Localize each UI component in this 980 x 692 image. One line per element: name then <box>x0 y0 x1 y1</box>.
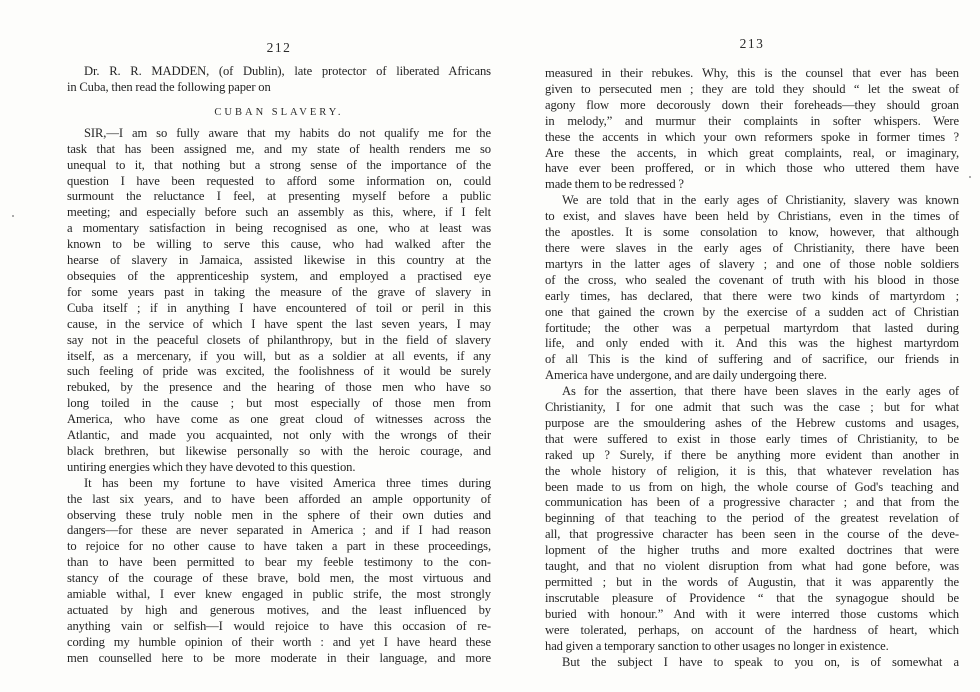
text-line: observing these truly noble men in the sphere of their own duties and <box>67 507 491 522</box>
text-line: long toiled in the cause ; but most especially of those men from <box>67 396 491 411</box>
text-line: unequal to it, that nothing but a strong sense of the importance of the <box>67 157 491 172</box>
text-line: measured in their rebukes. Why, this is the counsel that ever has been <box>545 66 959 80</box>
text-line: the whole history of religion, it is this, that whatever revelation has <box>545 463 959 478</box>
text-line: have ever been proffered, or in which those who uttered them have <box>545 161 959 176</box>
text-line: there were slaves in the early ages of Christianity, there have been <box>545 240 959 255</box>
paragraph <box>545 193 959 384</box>
paragraph <box>67 126 491 476</box>
text-line: all, that progressive character has been seen in the course of the deve- <box>545 527 959 542</box>
text-line: fortitude; the other was a perpetual martyrdom that lasted during <box>545 320 959 335</box>
text-line: surmount the reluctance I feel, at presenting myself before a public <box>67 189 491 204</box>
text-line: black brethren, but likewise personally so with the heroic courage, and <box>67 443 491 458</box>
text-line: made them to be redressed ? <box>545 177 684 192</box>
text-line: buried with honour.” And with it were interred those customs which <box>545 606 959 621</box>
text-line: communication has been of a progressive character ; and that from the <box>545 495 959 510</box>
text-line: life, and only ended with it. And this was the highest martyrdom <box>545 336 959 351</box>
page-number-left: 212 <box>266 40 292 55</box>
text-line: known to be willing to serve this cause, who had walked after the <box>67 237 491 252</box>
text-line: inscrutable pleasure of Providence “ that the synagogue should be <box>545 590 959 605</box>
text-line: amiable withal, I ever knew engaged in public strife, the most strongly <box>67 587 491 602</box>
text-line: As for the assertion, that there have been slaves in the early ages of <box>562 384 959 399</box>
text-line: given to persecuted men ; they are told they should “ let the sweat of <box>545 81 959 96</box>
text-line: were tolerated, perhaps, on account of the hardness of heart, which <box>545 622 959 637</box>
text-line: a momentary satisfaction in being recognised as one, who at least was <box>67 221 491 236</box>
text-line: dangers—for these are never separated in America ; and if I had reason <box>67 523 491 538</box>
text-line: actuated by high and generous motives, and the least influenced by <box>67 603 491 617</box>
text-line: had given a temporary sanction to other usages no longer in existence. <box>545 638 889 653</box>
text-line: to exist, and slaves have been held by Christians, even in the times of <box>545 209 959 224</box>
text-line: task that has been assigned me, and my state of health renders me so <box>67 141 491 156</box>
text-line: question I have been requested to afford some information on, could <box>67 173 491 188</box>
text-line: It has been my fortune to have visited America three times during <box>84 475 491 490</box>
section-heading: CUBAN SLAVERY. <box>214 106 344 118</box>
paragraph <box>545 66 959 193</box>
text-line: untiring energies which they have devoted to this question. <box>67 459 356 474</box>
text-line: Are these the accents, in which great complaints, real, or imaginary, <box>545 145 959 160</box>
text-line: permitted ; but in the words of Augustin, that it was apparently the <box>545 575 959 589</box>
text-line: that were suffered to exist in those early times of Christianity, to be <box>545 431 959 446</box>
paragraph <box>67 64 491 96</box>
text-line: in melody,” and murmur their complaints in softer whispers. Were <box>545 113 959 128</box>
text-line: men counselled here to be more moderate in their language, and more <box>67 650 491 665</box>
right-text-column <box>545 66 959 670</box>
text-line: America have undergone, and are daily undergoing there. <box>545 368 827 383</box>
scan-speck <box>969 176 971 178</box>
text-line: than to have been permitted to bear my feeble testimony to the con- <box>67 555 491 570</box>
text-line: been made to us from on high, the whole course of God's teaching and <box>545 479 959 494</box>
text-line: of all This is the kind of suffering and of sacrifice, our friends in <box>545 352 959 367</box>
text-line: the last six years, and to have been afforded an ample opportunity of <box>67 491 491 506</box>
text-line: such feeling of pride was excited, the foolishness of it would be surely <box>67 364 491 379</box>
text-line: one that gained the crown by the exercise of a sudden act of Christian <box>545 304 959 319</box>
scan-speck <box>12 215 14 217</box>
text-line: rebuked, by the presence and the hearing of those men who have so <box>67 380 491 395</box>
text-line: Atlantic, and made you acquainted, not only with the wrongs of their <box>67 428 491 443</box>
text-line: in Cuba, then read the following paper on <box>67 79 271 94</box>
page-number-right: 213 <box>739 36 765 51</box>
text-line: martyrs in the latter ages of slavery ; and one of those noble soldiers <box>545 256 959 271</box>
text-line: early times, has declared, that there were two kinds of martyrdom ; <box>545 288 959 303</box>
text-line: Cuba itself ; if in anything I have encountered of toil or peril in this <box>67 300 491 315</box>
text-line: for some years past in taking the measure of the grave of slavery in <box>67 284 491 299</box>
text-line: say not in the peaceful closets of philanthropy, but in the field of slavery <box>67 332 491 347</box>
text-line: the apostles. It is some consolation to know, however, that although <box>545 225 959 240</box>
page-212 <box>67 40 491 667</box>
text-line: itself, as a mercenary, if you will, but as a soldier at all events, if any <box>67 348 491 363</box>
text-line: cording my humble opinion of their worth : and yet I have heard these <box>67 634 491 649</box>
text-line: anything vain or selfish—I would rejoice to have this occasion of re- <box>67 618 491 633</box>
text-line: of the cross, who sealed the covenant of truth with his blood in those <box>545 272 959 287</box>
text-line: We are told that in the early ages of Christianity, slavery was known <box>562 193 959 208</box>
text-line: stancy of the courage of these brave, bold men, the most virtuous and <box>67 571 491 586</box>
text-line: lopment of the higher truths and more exalted doctrines that were <box>545 543 959 558</box>
text-line: Christianity, I for one admit that such was the case ; but for what <box>545 400 959 415</box>
text-line: obsequies of the apprenticeship system, and employed a practised eye <box>67 268 491 283</box>
text-line: to rejoice for no other cause to have taken a part in these proceedings, <box>67 539 491 554</box>
text-line: But the subject I have to speak to you on, is of somewhat a <box>562 654 959 669</box>
text-line: hearse of slavery in Jamaica, assisted likewise in this country at the <box>67 253 491 268</box>
page-213 <box>545 36 959 670</box>
text-line: these the accents in which your own reformers spoke in former times ? <box>545 129 959 144</box>
text-line: beginning of that teaching to the period of the greatest revelation of <box>545 511 959 526</box>
text-line: purpose are the smouldering ashes of the Hebrew customs and usages, <box>545 415 959 430</box>
text-line: SIR,—I am so fully aware that my habits do not qualify me for the <box>84 125 491 140</box>
text-line: cause, in the service of which I have spent the last seven years, I may <box>67 316 491 331</box>
paragraph <box>545 384 959 654</box>
text-line: raked up ? Surely, if there be anything more evident than another in <box>545 447 959 462</box>
left-text-column <box>67 64 491 667</box>
text-line: meeting; and especially before such an assembly as this, where, if I felt <box>67 205 491 220</box>
text-line: agony flow more decorously down their foreheads—they should groan <box>545 97 959 112</box>
paragraph <box>67 476 491 667</box>
text-line: America, who have come as one great cloud of witnesses across the <box>67 412 491 427</box>
text-line: taught, and that no violent disruption from what had gone before, was <box>545 559 959 574</box>
paragraph <box>545 655 959 671</box>
text-line: Dr. R. R. MADDEN, (of Dublin), late protector of liberated Africans <box>84 64 491 78</box>
